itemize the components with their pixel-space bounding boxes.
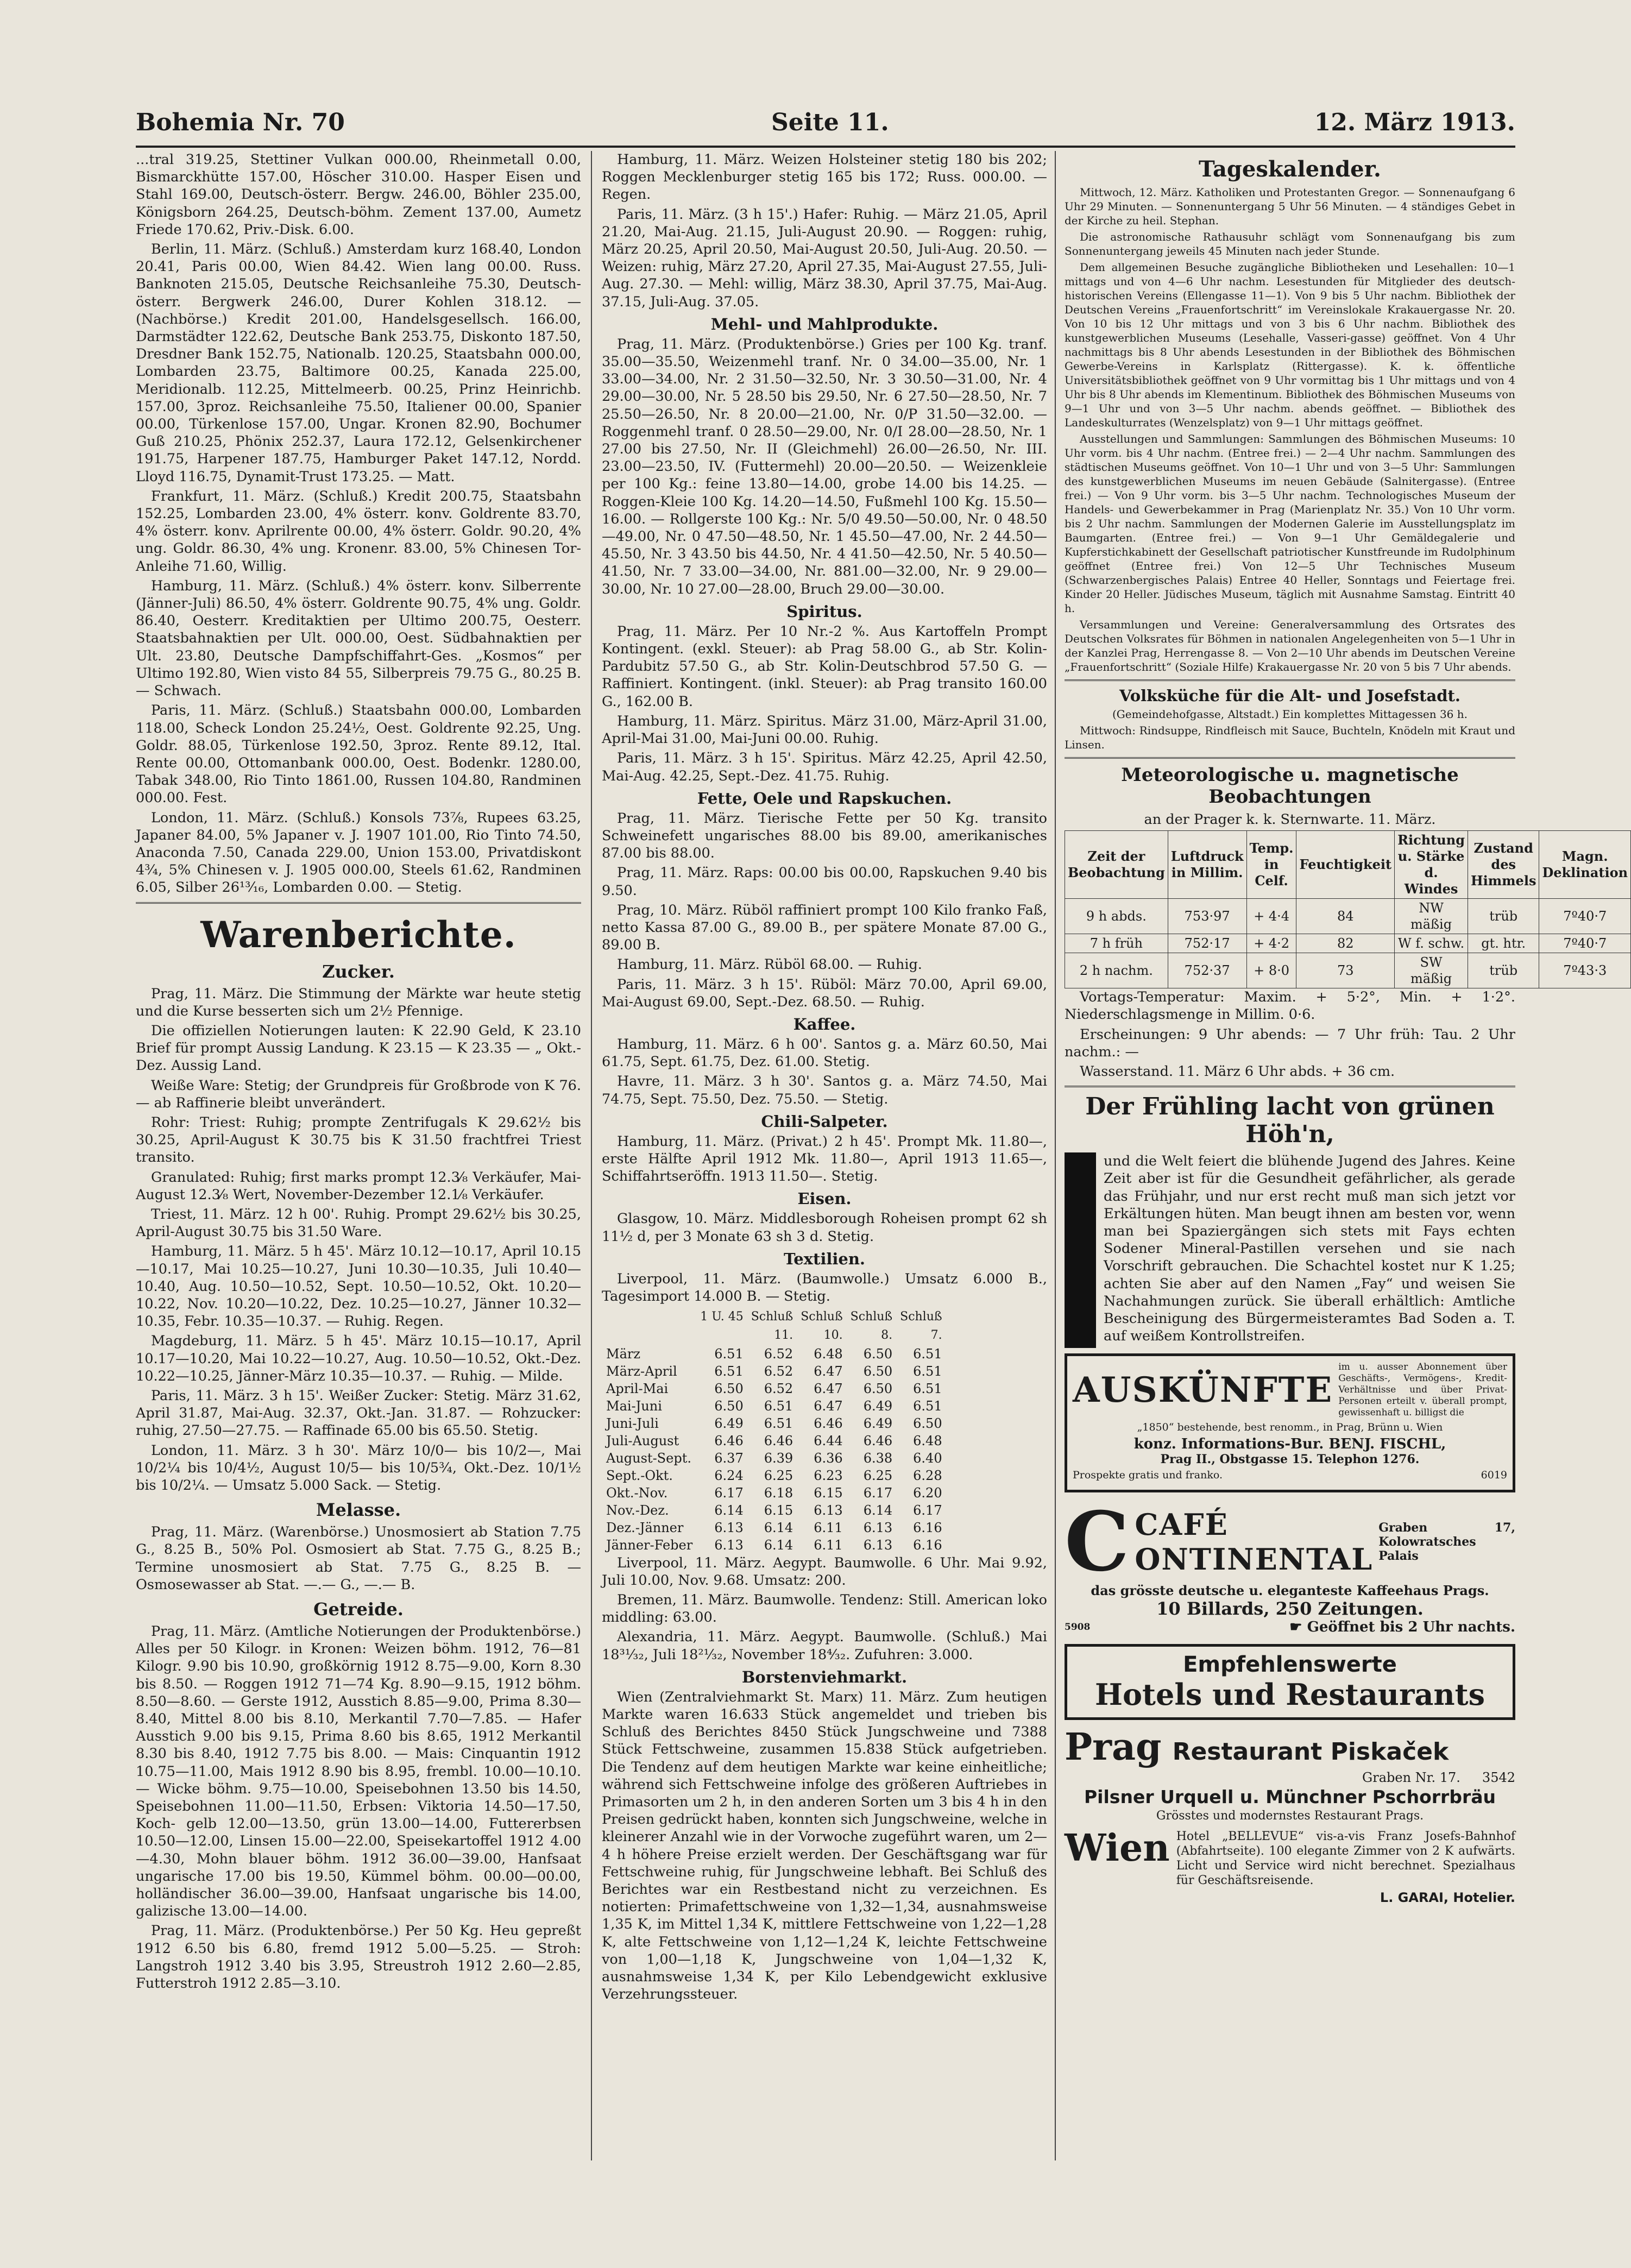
table-cell: + 4·2 [1246, 934, 1296, 953]
table-cell: 6.49 [714, 1415, 744, 1431]
table-header-cell: Zustand des Himmels [1468, 831, 1539, 899]
table-cell: + 4·4 [1246, 899, 1296, 934]
market-report: Alexandria, 11. März. Aegypt. Baumwolle. (Schluß.) Mai 18³¹⁄₃₂, Juli 18²¹⁄₃₂, November 18⁴⁄₃₂. Zufuhren: 3.000. [602, 1629, 1047, 1663]
table-cell: 6.13 [814, 1502, 843, 1518]
market-report: Prag, 11. März. (Produktenbörse.) Per 50 Kg. Heu gepreßt 1912 6.50 bis 6.80, fremd 1912 5.00—5.25. — Stroh: Langstroh 1912 3.40 bis 3.95, Streustroh 1912 2.60—2.85, Futterstroh 1912 2.85—3.10. [136, 1923, 581, 1992]
market-report: London, 11. März. (Schluß.) Konsols 73⅞, Rupees 63.25, Japaner 84.00, 5% Japaner v. J. 1907 101.00, Rio Tinto 74.50, Anaconda 7.50, Canada 229.00, Union 153.00, Privatdiskont 4¾, 5% Chinesen v. J. 1905 000.00, Steels 61.62, Randminen 6.05, Silber 26¹³⁄₁₆, Lombarden 0.00. — Stetig. [136, 809, 581, 896]
table-cell: 6.14 [764, 1537, 794, 1553]
market-report: Liverpool, 11. März. (Baumwolle.) Umsatz 6.000 B., Tagesimport 14.000 B. — Stetig. [602, 1270, 1047, 1305]
table-cell: 2 h nachm. [1065, 953, 1168, 988]
table-cell: 6.51 [913, 1398, 942, 1414]
table-cell: 6.28 [913, 1467, 942, 1483]
table-row [603, 1485, 946, 1501]
market-report: ...tral 319.25, Stettiner Vulkan 000.00, Rheinmetall 0.00, Bismarckhütte 157.00, Höscher 310.00. Hasper Eisen und Stahl 169.00, Deutsch-österr. Bergw. 246.00, Böhler 235.00, Königsborn 264.25, Deutsch-böhm. Zement 137.00, Aumetz Friede 170.62, Priv.-Disk. 6.00. [136, 152, 581, 238]
market-report: Weiße Ware: Stetig; der Grundpreis für Großbrode von K 76.— ab Raffinerie bleibt unverändert. [136, 1077, 581, 1111]
advert-text: Prag II., Obstgasse 15. Telephon 1276. [1160, 1452, 1420, 1467]
table-cell: 6.16 [913, 1520, 942, 1535]
table-cell: 6.46 [714, 1433, 744, 1448]
market-report: Triest, 11. März. 12 h 00'. Ruhig. Prompt 29.62½ bis 30.25, April-August 30.75 bis 31.50 Ware. [136, 1206, 581, 1240]
table-header-cell: Schluß [900, 1310, 942, 1324]
table-cell: März [606, 1346, 640, 1362]
table-cell: trüb [1468, 899, 1539, 934]
table-cell: Sept.-Okt. [606, 1467, 673, 1483]
market-report: Prag, 11. März. (Warenbörse.) Unosmosiert ab Station 7.75 G., 8.25 B., 50% Pol. Osmosiert ab Stat. 7.75 G., 8.25 B.; Termine unosmosiert ab Stat. 7.75 G., 8.25 B. — Osmosewasser ab Stat. —.— G., —.— B. [136, 1524, 581, 1593]
market-report: Hamburg, 11. März. 6 h 00'. Santos g. a. März 60.50, Mai 61.75, Sept. 61.75, Dez. 61.00. Stetig. [602, 1036, 1047, 1070]
table-row [603, 1363, 946, 1379]
table-cell: 6.37 [714, 1450, 744, 1466]
advert-text: Prospekte gratis und franko. [1073, 1469, 1223, 1482]
table-cell: 6.52 [764, 1381, 794, 1396]
table-cell: April-Mai [606, 1381, 669, 1396]
table-row [603, 1450, 946, 1466]
market-report: Liverpool, 11. März. Aegypt. Baumwolle. 6 Uhr. Mai 9.92, Juli 10.00, Nov. 9.68. Umsatz: 200. [602, 1554, 1047, 1589]
table-row [603, 1415, 946, 1432]
table-cell: 6.51 [714, 1363, 744, 1379]
column-3 [1065, 151, 1628, 2160]
market-report: Prag, 11. März. Die Stimmung der Märkte war heute stetig und die Kurse besserten sich um 2½ Pfennige. [136, 985, 581, 1019]
advert-hotels-banner [1065, 1644, 1515, 1720]
market-report: Hamburg, 11. März. Rüböl 68.00. — Ruhig. [617, 956, 922, 973]
table-cell: Okt.-Nov. [606, 1485, 668, 1501]
table-cell: 6.50 [714, 1398, 744, 1414]
header-date: 12. März 1913. [1314, 109, 1515, 136]
table-cell: 6.46 [814, 1415, 843, 1431]
market-report: Hamburg, 11. März. (Schluß.) 4% österr. konv. Silberrente (Jänner-Juli) 86.50, 4% österr. Goldrente 90.75, 4% ung. Goldr. 86.40, Oesterr. Kreditaktien per Ultimo 200.75, Oesterr. Staatsbahnaktien per Ult. 000.00, Oest. Südbahnaktien per Ult. 23.80, Deutsche Dampfschiffahrt-Ges. „Kosmos“ per Ultimo 192.80, Wien visto 84 55, Silberpreis 79.75 G., 80.25 B. — Schwach. [136, 577, 581, 700]
market-report: Prag, 11. März. (Produktenbörse.) Gries per 100 Kg. tranf. 35.00—35.50, Weizenmehl tranf. Nr. 0 34.00—35.00, Nr. 1 33.00—34.00, Nr. 2 31.50—32.50, Nr. 3 30.50—31.00, Nr. 4 29.00—30.00, Nr. 5 28.50 bis 29.50, Nr. 6 27.50—28.50, Nr. 7 25.50—26.50, Nr. 8 20.00—21.00, Nr. 0/P 31.50—32.00. — Roggenmehl tranf. 0 28.50—29.00, Nr. 0/I 28.00—28.50, Nr. 1 27.00 bis 27.50, Nr. II (Gleichmehl) 26.00—26.50, Nr. III. 23.00—23.50, IV. (Futtermehl) 20.00—20.50. — Weizenkleie per 100 Kg.: feine 13.80—14.00, grobe 14.00 bis 14.25. — Roggen-Kleie 100 Kg. 14.20—14.50, Fußmehl 100 Kg. 15.50—16.00. — Rollgerste 100 Kg.: Nr. 5/0 49.50—50.00, Nr. 0 48.50—49.00, Nr. 0 47.50—48.50, Nr. 1 45.50—47.00, Nr. 2 44.50—45.50, Nr. 3 43.50 bis 44.50, Nr. 4 41.50—42.50, Nr. 5 40.50—41.50, Nr. 7 33.00—34.00, Nr. 881.00—32.00, Nr. 9 29.00—30.00, Nr. 10 27.00—28.00, Bruch 29.00—30.00. [602, 336, 1047, 597]
table-cell: 7 h früh [1065, 934, 1168, 953]
advert-text: konz. Informations-Bur. BENJ. FISCHL, [1133, 1436, 1446, 1453]
subsection-title: Eisen. [797, 1189, 852, 1208]
cafe-logo-letter: C [1065, 1494, 1130, 1590]
table-cell: 6.48 [814, 1346, 843, 1362]
market-report: Berlin, 11. März. (Schluß.) Amsterdam kurz 168.40, London 20.41, Paris 00.00, Wien 84.42. Wien lang 00.00. Russ. Banknoten 215.05, Deutsche Reichsanleihe 75.30, Deutsch-österr. Bergwerk 246.00, Durer Kohlen 318.12. — (Nachbörse.) Kredit 201.00, Handelsgesellsch. 166.00, Darmstädter 122.62, Deutsche Bank 253.75, Diskonto 187.50, Dresdner Bank 152.75, Nationalb. 120.25, Staatsbahn 000.00, Lombarden 23.75, Baltimore 00.25, Kanada 225.00, Meridionalb. 112.25, Mittelmeerb. 00.25, Prinz Heinrichb. 157.00, 3proz. Reichsanleihe 75.50, Italiener 00.00, Spanier 00.00, Türkenlose 157.00, Ungar. Kronen 82.90, Bochumer Guß 210.25, Phönix 252.37, Laura 172.12, Gelsenkirchener 191.75, Harpener 187.75, Hamburger Paket 147.12, Nordd. Lloyd 116.75, Dynamit-Trust 173.25. — Matt. [136, 241, 581, 485]
table-cell: 82 [1296, 934, 1395, 953]
header-page-number: Seite 11. [771, 109, 889, 136]
weather-subtitle: an der Prager k. k. Sternwarte. 11. März. [1144, 811, 1436, 828]
table-cell: 84 [1296, 899, 1395, 934]
table-cell: 6.49 [863, 1415, 893, 1431]
market-report: Hamburg, 11. März. Spiritus. März 31.00, März-April 31.00, April-Mai 31.00, Mai-Juni 00.00. Ruhig. [602, 713, 1047, 747]
subsection-title: Fette, Oele und Rapskuchen. [697, 789, 952, 808]
advert-text: und die Welt feiert die blühende Jugend des Jahres. Keine Zeit aber ist für die Gesundheit gefährlicher, als gerade das Frühjahr, und nur erst recht muß man sich jetzt vor Erkältungen hüten. Man beugt ihnen am besten vor, wenn man bei Spaziergängen sich stets mit Fays echten Sodener Mineral-Pastillen versehen und sie nach Vorschrift gebrauchen. Die Schachtel kostet nur K 1.25; achten Sie aber auf den Namen „Fay“ und weisen Sie Nachahmungen zurück. Sie überall erhältlich: Amtliche Bescheinigung des Bürgermeisteramtes Bad Soden a. T. auf weißem Kontrollstreifen. [1104, 1153, 1515, 1345]
subsection-title: Zucker. [322, 961, 395, 982]
table-cell: August-Sept. [606, 1450, 691, 1466]
table-cell: 6.50 [863, 1346, 893, 1362]
section-divider [1065, 1086, 1515, 1087]
table-row [603, 1537, 946, 1553]
table-row [603, 1520, 946, 1536]
pointing-hand-icon: ☛ [1289, 1618, 1307, 1635]
table-cell: 6.17 [913, 1502, 942, 1518]
market-report: Paris, 11. März. (3 h 15'.) Hafer: Ruhig. — März 21.05, April 21.20, Mai-Aug. 21.15, Juli-August 20.90. — Roggen: ruhig, März 20.25, April 20.50, Mai-August 20.50, Juli-Aug. 20.50. — Weizen: ruhig, März 27.20, April 27.35, Mai-August 27.55, Juli-Aug. 27.30. — Mehl: willig, März 38.30, April 37.75, Mai-Aug. 37.15, Juli-Aug. 37.05. [602, 206, 1047, 310]
advert-text: Graben Nr. 17. [1362, 1769, 1460, 1785]
table-header-cell: Luftdruck in Millim. [1168, 831, 1246, 899]
market-report: Die offiziellen Notierungen lauten: K 22.90 Geld, K 23.10 Brief für prompt Aussig Landung. K 23.15 — K 23.35 — „ Okt.-Dez. Aussig Land. [136, 1022, 581, 1074]
table-cell: W f. schw. [1395, 934, 1468, 953]
table-row [1065, 934, 1631, 953]
city-name: Wien [1065, 1826, 1170, 1870]
table-cell: 6.51 [764, 1415, 794, 1431]
subsection-title: Chili-Salpeter. [761, 1112, 888, 1131]
column-divider [1055, 151, 1056, 2160]
weather-table [1065, 830, 1631, 988]
market-report: Paris, 11. März. 3 h 15'. Spiritus. März 42.25, April 42.50, Mai-Aug. 42.25, Sept.-Dez. 41.75. Ruhig. [602, 750, 1047, 784]
table-cell: 6.13 [714, 1537, 744, 1553]
table-cell: 6.38 [863, 1450, 893, 1466]
market-report: Prag, 11. März. Per 10 Nr.-2 %. Aus Kartoffeln Prompt Kontingent. (exkl. Steuer): ab Prag 58.00 G., ab Str. Kolin-Pardubitz 57.50 G., ab Str. Kolin-Deutschbrod 57.50 G. — Raffiniert. Kontingent. (inkl. Steuer): ab Prag transito 160.00 G., 162.00 B. [602, 623, 1047, 710]
table-cell: 6.14 [863, 1502, 893, 1518]
table-row [603, 1398, 946, 1414]
table-cell: 6.16 [913, 1537, 942, 1553]
table-cell: Dez.-Jänner [606, 1520, 684, 1535]
table-row [1065, 899, 1631, 934]
table-cell: 6.50 [913, 1415, 942, 1431]
table-header-cell: 7. [930, 1328, 942, 1343]
subsection-title: Textilien. [783, 1249, 866, 1268]
subsection-title: Kaffee. [793, 1015, 856, 1034]
market-report: Magdeburg, 11. März. 5 h 45'. März 10.15—10.17, April 10.17—10.20, Mai 10.22—10.27, Aug. 10.50—10.52, Okt.-Dez. 10.22—10.25, Jänner-März 10.35—10.37. — Ruhig. — Milde. [136, 1333, 581, 1384]
advert-text: 10 Billards, 250 Zeitungen. [1156, 1598, 1424, 1619]
table-cell: 6.11 [814, 1537, 843, 1553]
table-cell: trüb [1468, 953, 1539, 988]
restaurant-name: Restaurant Piskaček [1172, 1737, 1449, 1766]
table-cell: Juli-August [606, 1433, 679, 1448]
table-cell: 6.15 [814, 1485, 843, 1501]
table-cell: 7º40·7 [1539, 934, 1631, 953]
table-header-cell: Feuchtigkeit [1296, 831, 1395, 899]
calendar-entry: Mittwoch, 12. März. Katholiken und Protestanten Gregor. — Sonnenaufgang 6 Uhr 29 Minuten. — Sonnenuntergang 5 Uhr 56 Minuten. — 4 ständiges Gebet in der Kirche zu heil. Stephan. [1065, 186, 1515, 227]
city-name: Prag [1065, 1725, 1162, 1769]
table-cell: 6.51 [913, 1381, 942, 1396]
subsection-title: Spiritus. [786, 602, 862, 621]
table-cell: 6.13 [863, 1520, 893, 1535]
header-issue: Bohemia Nr. 70 [136, 109, 345, 136]
market-report: Glasgow, 10. März. Middlesborough Roheisen prompt 62 sh 11½ d, per 3 Monate 63 sh 3 d. Stetig. [602, 1211, 1047, 1245]
volkskueche-text: (Gemeindehofgasse, Altstadt.) Ein komplettes Mittagessen 36 h. [1112, 708, 1468, 721]
table-cell: 6.51 [714, 1346, 744, 1362]
market-report: Prag, 11. März. Tierische Fette per 50 Kg. transito Schweinefett ungarisches 88.00 bis 89.00, amerikanisches 87.00 bis 88.00. [602, 810, 1047, 862]
advert-text: „1850“ bestehende, best renomm., in Prag, Brünn u. Wien [1137, 1421, 1443, 1434]
cafe-name: CAFÉ [1135, 1507, 1229, 1542]
advert-fruehling [1065, 1093, 1515, 1348]
advert-headline: AUSKÜNFTE [1073, 1370, 1333, 1411]
subsection-title: Melasse. [316, 1500, 401, 1521]
table-row [603, 1467, 946, 1484]
header-rule [136, 146, 1515, 148]
advert-text: Hotel „BELLEVUE“ vis-a-vis Franz Josefs-Bahnhof (Abfahrtseite). 100 elegante Zimmer von 2 K aufwärts. Licht und Service wird nicht berechnet. Spezialhaus für Geschäftsreisende. [1176, 1830, 1515, 1888]
advert-number: 3542 [1482, 1769, 1515, 1785]
table-header-cell: 1 U. 45 [700, 1310, 744, 1324]
table-cell: 6.47 [814, 1363, 843, 1379]
table-cell: Mai-Juni [606, 1398, 662, 1414]
table-cell: 6.51 [913, 1363, 942, 1379]
calendar-entry: Dem allgemeinen Besuche zugängliche Bibliotheken und Lesehallen: 10—1 mittags und von 4—6 Uhr nachm. Lesestunden für Mitglieder des deutsch-historischen Vereins (Ellengasse 11—1). Von 9 bis 5 Uhr nachm. Bibliothek der Deutschen Vereins „Frauenfortschritt“ im Vereinslokale Krakauergasse Nr. 20. Von 10 bis 12 Uhr mittags und von 3 bis 6 Uhr nachm. Bibliothek des kunstgewerblichen Museums (Lesehalle, Vasseri-gasse) geöffnet. Von 4 Uhr nachmittags bis 8 Uhr abends Lesestunden in der Bibliothek des Böhmischen Gewerbe-Vereins in Karlsplatz (Rittergasse). K. k. öffentliche Universitätsbibliothek geöffnet von 9 Uhr vormittag bis 1 Uhr mittags und von 4 Uhr bis 8 Uhr abends im Klementinum. Bibliothek des Böhmischen Museums von 9—1 Uhr und von 3—5 Uhr nachm. abends geöffnet. — Bibliothek des Landeskulturrates (Wenzelsplatz) von 9—1 Uhr mittags geöffnet. [1065, 261, 1515, 429]
section-divider [136, 902, 581, 904]
table-cell: 6.24 [714, 1467, 744, 1483]
advert-text: Grösstes und modernstes Restaurant Prags. [1156, 1809, 1424, 1823]
table-row [1065, 953, 1631, 988]
market-report: Paris, 11. März. (Schluß.) Staatsbahn 000.00, Lombarden 118.00, Scheck London 25.24½, Oest. Goldrente 92.25, Ung. Goldr. 88.05, Türkenlose 192.50, 3proz. Rente 89.12, Ital. Rente 00.00, Ottomanbank 000.00, Oest. Bodenkr. 1280.00, Tabak 348.00, Rio Tinto 1861.00, Russen 104.80, Randminen 000.00. Fest. [136, 702, 581, 807]
table-header-row [603, 1308, 946, 1326]
calendar-entry: Versammlungen und Vereine: Generalversammlung des Ortsrates des Deutschen Volksrates für Böhmen in nationalen Angelegenheiten von 5—1 Uhr in der Kanzlei Prag, Herrengasse 8. — Von 2—10 Uhr abends im Deutschen Vereine „Frauenfortschritt“ (Soziale Hilfe) Krakauergasse Nr. 20 von 5 bis 7 Uhr abends. [1065, 618, 1515, 673]
banner-line: Hotels und Restaurants [1094, 1677, 1485, 1712]
advert-text: das grösste deutsche u. eleganteste Kaffeehaus Prags. [1091, 1582, 1489, 1598]
market-report: Granulated: Ruhig; first marks prompt 12.3⁄₈ Verkäufer, Mai-August 12.3⁄₈ Wert, November-Dezember 12.1⁄₈ Verkäufer. [136, 1169, 581, 1203]
section-title: Warenberichte. [200, 913, 517, 956]
subsection-title: Mehl- und Mahlprodukte. [710, 314, 939, 333]
table-header-cell: Schluß [801, 1310, 843, 1324]
table-cell: 6.50 [863, 1381, 893, 1396]
market-report: Hamburg, 11. März. Weizen Holsteiner stetig 180 bis 202; Roggen Mecklenburger stetig 165 bis 172; Russ. 000.00. — Regen. [602, 152, 1047, 203]
market-report: Hamburg, 11. März. (Privat.) 2 h 45'. Prompt Mk. 11.80—, erste Hälfte April 1912 Mk. 11.80—, April 1913 11.65—, Schiffahrtseröffn. 1913 11.50—. Stetig. [602, 1133, 1047, 1185]
advert-auskuenfte [1065, 1353, 1515, 1492]
table-cell: 6.44 [814, 1433, 843, 1448]
calendar-title: Tageskalender. [1199, 156, 1381, 182]
volkskueche-text: Mittwoch: Rindsuppe, Rindfleisch mit Sauce, Buchteln, Knödeln mit Kraut und Linsen. [1065, 724, 1515, 751]
market-report: Paris, 11. März. 3 h 15'. Rüböl: März 70.00, April 69.00, Mai-August 69.00, Sept.-Dez. 68.50. — Ruhig. [602, 976, 1047, 1010]
column-divider [591, 151, 592, 2160]
table-cell: 6.20 [913, 1485, 942, 1501]
subsection-title: Borstenviehmarkt. [741, 1667, 908, 1686]
table-cell: 7º43·3 [1539, 953, 1631, 988]
table-cell: 6.18 [764, 1485, 794, 1501]
table-cell: 6.36 [814, 1450, 843, 1466]
banner-line: Empfehlenswerte [1183, 1652, 1397, 1677]
advert-text: L. GARAI, Hotelier. [1380, 1890, 1515, 1906]
table-header-cell: 8. [881, 1328, 893, 1343]
weather-title: Meteorologische u. magnetische Beobachtungen [1121, 764, 1459, 808]
table-cell: 6.46 [863, 1433, 893, 1448]
table-cell: 6.51 [764, 1398, 794, 1414]
market-report: Havre, 11. März. 3 h 30'. Santos g. a. März 74.50, Mai 74.75, Sept. 75.50, Dez. 75.50. — Stetig. [602, 1073, 1047, 1107]
table-cell: 6.17 [863, 1485, 893, 1501]
table-cell: 6.17 [714, 1485, 744, 1501]
advert-number: 5908 [1065, 1621, 1091, 1633]
market-report: Wien (Zentralviehmarkt St. Marx) 11. März. Zum heutigen Markte waren 16.633 Stück angemeldet und trieben bis Schluß des Berichtes 8450 Stück Jungschweine und 7388 Stück Fettschweine, zusammen 15.838 Stück aufgetrieben. Die Tendenz auf dem heutigen Markte war keine einheitliche; während sich Fettschweine infolge des größeren Auftriebes in Primasorten um 2 h, in den anderen Sorten um 3 bis 4 h in den Preisen gedrückt haben, konnten sich Jungschweine, welche in kleinerer Anzahl wie in der Vorwoche zugeführt waren, um 2—4 h höhere Preise erzielt werden. Der Geschäftsgang war für Fettschweine ruhig, für Jungschweine lebhaft. Bei Schluß des Berichtes war ein Restbestand nicht zu verzeichnen. Es notierten: Primafettschweine von 1,32—1,34, ausnahmsweise 1,35 K, im Mittel 1,34 K, mittlere Fettschweine von 1,22—1,28 K, alte Fettschweine von 1,12—1,24 K, leichte Fettschweine von 1,00—1,18 K, Jungschweine von 1,04—1,32 K, ausnahmsweise 1,34 K, per Kilo Lebendgewicht exklusive Verzehrungssteuer. [602, 1689, 1047, 2003]
subsection-title: Getreide. [313, 1599, 404, 1620]
volkskueche-title: Volksküche für die Alt- und Josefstadt. [1119, 686, 1461, 705]
table-cell: + 8·0 [1246, 953, 1296, 988]
table-cell: 6.47 [814, 1381, 843, 1396]
market-report: Prag, 11. März. Raps: 00.00 bis 00.00, Rapskuchen 9.40 bis 9.50. [602, 865, 1047, 899]
cotton-price-table [602, 1307, 947, 1554]
market-report: Prag, 10. März. Rüböl raffiniert prompt 100 Kilo franko Faß, netto Kassa 87.00 G., 89.00 B., per spätere Monate 87.00 G., 89.00 B. [602, 902, 1047, 954]
table-cell: 7º40·7 [1539, 899, 1631, 934]
table-cell: Jänner-Feber [606, 1537, 693, 1553]
market-report: Frankfurt, 11. März. (Schluß.) Kredit 200.75, Staatsbahn 152.25, Lombarden 23.00, 4% österr. konv. Goldrente 83.70, 4% österr. konv. Aprilrente 00.00, 4% österr. Goldr. 90.20, 4% ung. Goldr. 86.30, 4% ung. Kronenr. 83.00, 5% Chinesen Tor-Anleihe 71.60, Willig. [136, 488, 581, 575]
table-cell: 6.14 [764, 1520, 794, 1535]
advert-prag-restaurant [1065, 1725, 1515, 1825]
cafe-name: ONTINENTAL [1135, 1541, 1374, 1577]
table-header-cell [697, 1327, 747, 1344]
table-cell: 6.46 [764, 1433, 794, 1448]
table-cell: 752·17 [1168, 934, 1246, 953]
table-cell: 6.48 [913, 1433, 942, 1448]
table-cell: 6.15 [764, 1502, 794, 1518]
column-2 [602, 151, 1047, 2160]
table-cell: 753·97 [1168, 899, 1246, 934]
advert-text: Pilsner Urquell u. Münchner Pschorrbräu [1084, 1786, 1496, 1807]
cafe-address: Graben 17, Kolowratsches Palais [1378, 1520, 1515, 1563]
section-divider [1065, 679, 1515, 681]
table-cell: 6.25 [764, 1467, 794, 1483]
table-cell: 6.39 [764, 1450, 794, 1466]
table-header-cell: 10. [823, 1328, 843, 1343]
calendar-entry: Ausstellungen und Sammlungen: Sammlungen des Böhmischen Museums: 10 Uhr vorm. bis 4 Uhr nachm. (Entree frei.) — 2—4 Uhr nachm. Sammlungen des städtischen Museums geöffnet. Von 10—1 Uhr und von 3—5 Uhr: Sammlungen des kunstgewerblichen Museums im neuen Gebäude (Salnitergasse). (Entree frei.) — Von 9 Uhr vorm. bis 3—5 Uhr nachm. Technologisches Museum der Handels- und Gewerbekammer in Prag (Marienplatz Nr. 35.) Von 10 Uhr vorm. bis 2 Uhr nachm. Sammlungen der Modernen Galerie im Ausstellungsplatz im Baumgarten. (Entree frei.) — Von 9—1 Uhr Gemäldegalerie und Kupferstichkabinett der Gesellschaft patriotischer Kunstfreunde im Rudolphinum geöffnet (Entree frei.) Von 12—5 Uhr Technisches Museum (Schwarzenbergisches Palais) Entree 40 Heller, Sonntags und Feiertage frei. Kinder 20 Heller. Jüdisches Museum, täglich mit Ausnahme Samstag. Eintritt 40 h. [1065, 432, 1515, 615]
table-cell: 9 h abds. [1065, 899, 1168, 934]
table-cell: NW mäßig [1395, 899, 1468, 934]
table-cell: 73 [1296, 953, 1395, 988]
table-header-cell: 11. [774, 1328, 794, 1343]
advert-text: Geöffnet bis 2 Uhr nachts. [1307, 1618, 1515, 1635]
table-header-cell: Magn. Deklination [1539, 831, 1631, 899]
advert-text: im u. ausser Abonnement über Geschäfts-, Vermögens-, Kredit-Verhältnisse und über Privat-Personen erteilt v. überall prompt, gewissenhaft u. billigst die [1338, 1362, 1507, 1419]
table-cell: 6.11 [814, 1520, 843, 1535]
table-cell: 6.13 [863, 1537, 893, 1553]
table-cell: 6.23 [814, 1467, 843, 1483]
market-report: London, 11. März. 3 h 30'. März 10/0— bis 10/2—, Mai 10/2¼ bis 10/4½, August 10/5— bis 10/5¾, Okt.-Dez. 10/1½ bis 10/2¼. — Umsatz 5.000 Sack. — Stetig. [136, 1442, 581, 1494]
table-header-cell: Zeit der Beobachtung [1065, 831, 1168, 899]
market-report: Prag, 11. März. (Amtliche Notierungen der Produktenbörse.) Alles per 50 Kilogr. in Kronen: Weizen böhm. 1912, 76—81 Kilogr. 9.90 bis 10.90, großkörnig 1912 8.75—9.00, Korn 8.30 bis 8.50. — Roggen 1912 71—74 Kg. 8.90—9.15, 1912 böhm. 8.50—8.60. — Gerste 1912, Ausstich 8.85—9.00, Prima 8.30—8.40, Mittel 8.00 bis 8.10, Merkantil 7.70—7.85. — Hafer Ausstich 9.00 bis 9.15, Prima 8.60 bis 8.65, 1912 Merkantil 8.30 bis 8.40, 1912 7.75 bis 8.00. — Mais: Cinquantin 1912 10.75—11.00, Mais 1912 8.90 bis 8.95, frembl. 10.00—10.10. — Wicke böhm. 9.75—10.00, Speisebohnen 13.50 bis 14.50, Speisebohnen 11.00—11.50, Erbsen: Viktoria 14.50—17.50, Koch- gelb 12.00—13.50, grün 13.00—14.00, Futtererbsen 10.50—12.00, Linsen 15.00—22.00, Speisekartoffel 1912 4.00—4.30, Mohn blauer böhm. 1912 36.00—39.00, Hanfsaat ungarische 17.00 bis 19.50, Kümmel böhm. 00.00—00.00, holländischer 36.00—39.00, Hanfsaat ungarische bis 14.00, galizische 13.00—14.00. [136, 1623, 581, 1920]
table-cell: 6.40 [913, 1450, 942, 1466]
table-cell: 6.13 [714, 1520, 744, 1535]
table-cell: Nov.-Dez. [606, 1502, 669, 1518]
table-cell: 6.50 [863, 1363, 893, 1379]
table-cell: gt. htr. [1468, 934, 1539, 953]
weather-note: Wasserstand. 11. März 6 Uhr abds. + 36 cm. [1080, 1063, 1395, 1080]
table-cell: März-April [606, 1363, 677, 1379]
table-cell: 6.52 [764, 1363, 794, 1379]
table-header-cell: Temp. in Celf. [1246, 831, 1296, 899]
column-1 [136, 151, 581, 2160]
table-row [603, 1381, 946, 1397]
table-cell: 6.51 [913, 1346, 942, 1362]
ad-decor-bar [1065, 1152, 1096, 1348]
table-cell: 6.52 [764, 1346, 794, 1362]
table-cell: 752·37 [1168, 953, 1246, 988]
table-header-cell: Schluß [751, 1310, 794, 1324]
advert-headline: Der Frühling lacht von grünen Höh'n, [1085, 1093, 1495, 1149]
table-cell: 6.47 [814, 1398, 843, 1414]
table-cell: 6.49 [863, 1398, 893, 1414]
market-report: Paris, 11. März. 3 h 15'. Weißer Zucker: Stetig. März 31.62, April 31.87, Mai-Aug. 32.37, Okt.-Jan. 31.87. — Rohzucker: ruhig, 27.50—27.75. — Raffinade 65.00 bis 65.50. Stetig. [136, 1388, 581, 1439]
advert-cafe-continental [1065, 1494, 1515, 1639]
table-header-cell: Schluß [850, 1310, 893, 1324]
table-cell: Juni-Juli [606, 1415, 659, 1431]
table-cell: SW mäßig [1395, 953, 1468, 988]
table-row [603, 1502, 946, 1519]
page-header [136, 109, 1515, 141]
market-report: Bremen, 11. März. Baumwolle. Tendenz: Still. American loko middling: 63.00. [602, 1591, 1047, 1626]
weather-note: Erscheinungen: 9 Uhr abends: — 7 Uhr früh: Tau. 2 Uhr nachm.: — [1065, 1026, 1515, 1060]
weather-note: Vortags-Temperatur: Maxim. + 5·2°, Min. + 1·2°. Niederschlagsmenge in Millim. 0·6. [1065, 989, 1515, 1023]
advert-number: 6019 [1481, 1469, 1507, 1482]
table-header-row [603, 1327, 946, 1344]
table-cell: 6.14 [714, 1502, 744, 1518]
table-header-cell: Richtung u. Stärke d. Windes [1395, 831, 1468, 899]
table-header-row [1065, 831, 1631, 899]
section-divider [1065, 757, 1515, 759]
calendar-entry: Die astronomische Rathausuhr schlägt vom Sonnenaufgang bis zum Sonnenuntergang jeweils 45 Minuten nach jeder Stunde. [1065, 230, 1515, 257]
advert-wien-hotel [1065, 1826, 1515, 1907]
table-row [603, 1346, 946, 1362]
table-cell: 6.25 [863, 1467, 893, 1483]
market-report: Rohr: Triest: Ruhig; prompte Zentrifugals K 29.62½ bis 30.25, April-August K 30.75 bis K 31.50 frachtfrei Triest transito. [136, 1114, 581, 1166]
table-row [603, 1433, 946, 1449]
market-report: Hamburg, 11. März. 5 h 45'. März 10.12—10.17, April 10.15—10.17, Mai 10.25—10.27, Juni 10.30—10.35, Juli 10.40—10.40, Aug. 10.50—10.52, Sept. 10.50—10.52, Okt. 10.20—10.22, Nov. 10.20—10.22, Dez. 10.25—10.27, Jänner 10.32—10.35, Febr. 10.35—10.37. — Ruhig. Regen. [136, 1243, 581, 1330]
table-cell: 6.50 [714, 1381, 744, 1396]
